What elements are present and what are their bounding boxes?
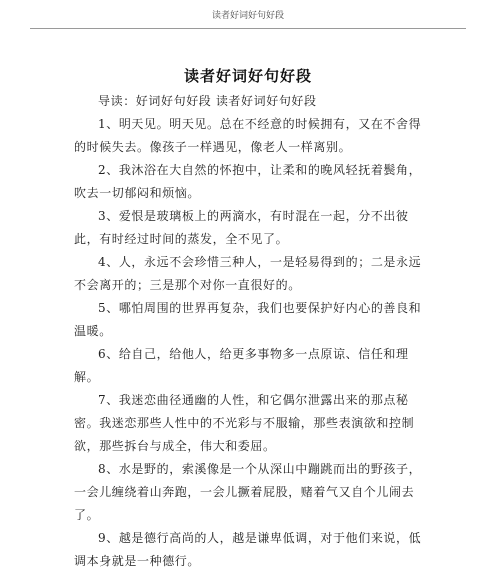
document-title: 读者好词好句好段 [183,67,312,85]
paragraph-7: 7、我迷恋曲径通幽的人性，和它偶尔泄露出来的那点秘密。我迷恋那些人性中的不光彩与不服输，那些表演欲和控制欲，那些拆台与成全，伟大和委屈。 [74,393,415,453]
header-rule [30,28,466,29]
intro-paragraph: 导读：好词好句好段 读者好词好句好段 [98,94,317,108]
paragraph-6: 6、给自己，给他人，给更多事物多一点原谅、信任和理解。 [74,347,409,384]
paragraph-3: 3、爱恨是玻璃板上的两滴水，有时混在一起，分不出彼此，有时经过时间的蒸发，全不见了。 [74,209,409,246]
paragraph-8: 8、水是野的，索溪像是一个从深山中蹦跳而出的野孩子，一会儿缠绕着山奔跑，一会儿撅着屁股，赌着气又自个儿闹去了。 [74,462,422,522]
paragraph-2: 2、我沐浴在大自然的怀抱中，让柔和的晚风轻抚着鬓角，吹去一切郁闷和烦恼。 [74,163,422,200]
paragraph-1: 1、明天见。明天见。总在不经意的时候拥有，又在不舍得的时候失去。像孩子一样遇见，像老人一样离别。 [74,117,422,154]
document-body [74,90,422,573]
paragraph-4: 4、人，永远不会珍惜三种人，一是轻易得到的；二是永远不会离开的；三是那个对你一直很好的。 [74,255,422,292]
paragraph-5: 5、哪怕周围的世界再复杂，我们也要保护好内心的善良和温暖。 [74,301,422,338]
running-header: 读者好词好句好段 [211,11,284,21]
paragraph-9: 9、越是德行高尚的人，越是谦卑低调，对于他们来说，低调本身就是一种德行。 [74,531,422,568]
